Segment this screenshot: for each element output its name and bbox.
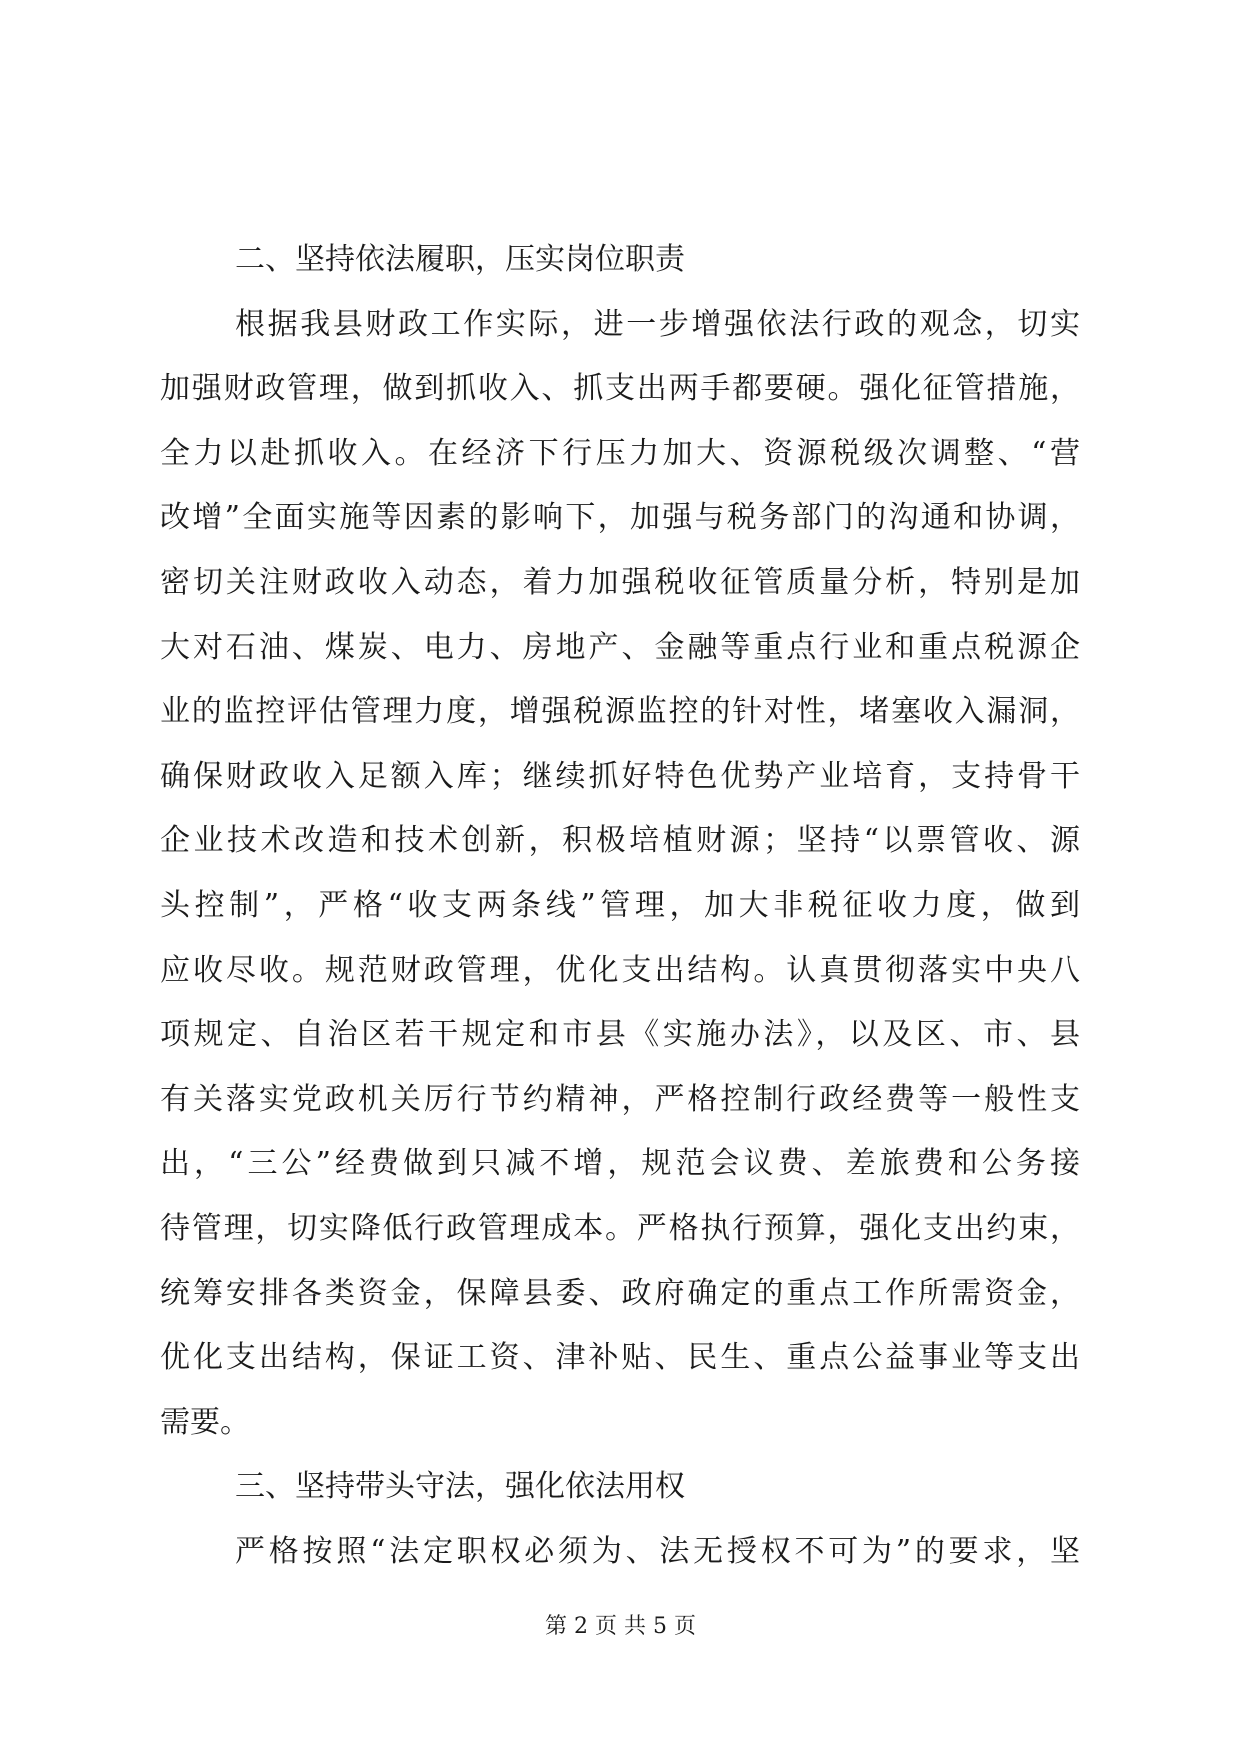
text-line: 密切关注财政收入动态，着力加强税收征管质量分析，特别是加 <box>160 564 1080 600</box>
text-line: 二、坚持依法履职，压实岗位职责 <box>235 242 685 277</box>
document-body <box>160 228 1080 1584</box>
page-footer: 第 2 页 共 5 页 <box>545 1614 696 1639</box>
text-line: 需要。 <box>160 1404 250 1440</box>
text-line: 业的监控评估管理力度，增强税源监控的针对性，堵塞收入漏洞， <box>160 694 1080 730</box>
text-line: 应收尽收。规范财政管理，优化支出结构。认真贯彻落实中央八 <box>160 952 1080 988</box>
text-line: 头控制”，严格“收支两条线”管理，加大非税征收力度，做到 <box>160 887 1080 923</box>
text-line: 严格按照“法定职权必须为、法无授权不可为”的要求，坚 <box>235 1533 1080 1569</box>
text-line: 根据我县财政工作实际，进一步增强依法行政的观念，切实 <box>235 306 1080 342</box>
text-line: 大对石油、煤炭、电力、房地产、金融等重点行业和重点税源企 <box>160 629 1080 665</box>
text-line: 有关落实党政机关厉行节约精神，严格控制行政经费等一般性支 <box>160 1081 1080 1117</box>
text-line: 全力以赴抓收入。在经济下行压力加大、资源税级次调整、“营 <box>160 435 1080 471</box>
text-line: 加强财政管理，做到抓收入、抓支出两手都要硬。强化征管措施， <box>160 371 1080 407</box>
text-line: 出，“三公”经费做到只减不增，规范会议费、差旅费和公务接 <box>160 1146 1080 1182</box>
text-line: 待管理，切实降低行政管理成本。严格执行预算，强化支出约束， <box>160 1210 1080 1246</box>
text-line: 优化支出结构，保证工资、津补贴、民生、重点公益事业等支出 <box>160 1340 1080 1376</box>
text-line: 确保财政收入足额入库；继续抓好特色优势产业培育，支持骨干 <box>160 758 1080 794</box>
text-line: 项规定、自治区若干规定和市县《实施办法》，以及区、市、县 <box>160 1017 1080 1053</box>
text-line: 三、坚持带头守法，强化依法用权 <box>235 1469 685 1505</box>
text-line: 统筹安排各类资金，保障县委、政府确定的重点工作所需资金， <box>160 1275 1080 1311</box>
text-line: 企业技术改造和技术创新，积极培植财源；坚持“以票管收、源 <box>160 823 1080 859</box>
text-line: 改增”全面实施等因素的影响下，加强与税务部门的沟通和协调， <box>160 500 1080 536</box>
